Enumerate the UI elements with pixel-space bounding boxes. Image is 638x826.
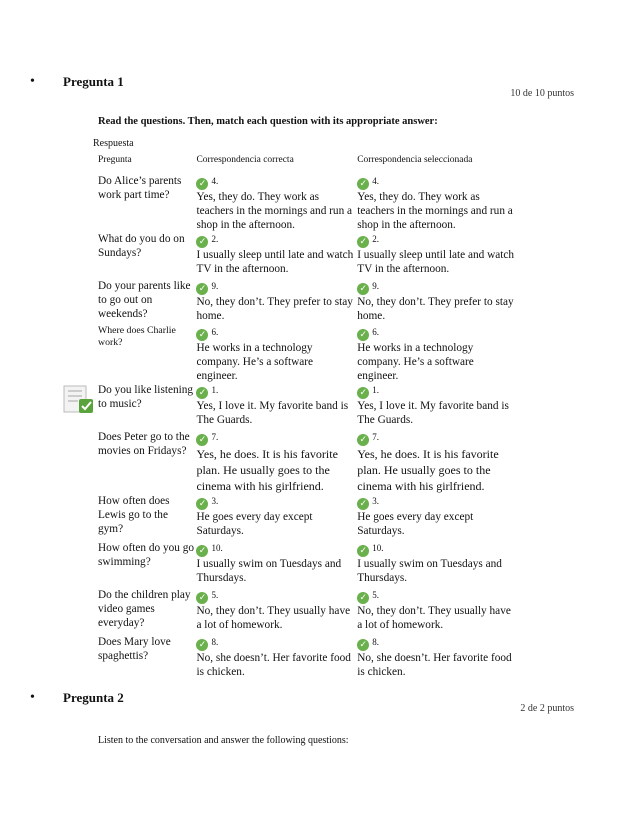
answer-text: No, they don’t. They usually have a lot of homework. bbox=[196, 605, 351, 631]
answer-text: Yes, he does. It is his favorite plan. He usually goes to the cinema with his girlfriend. bbox=[196, 447, 338, 493]
question-text: Do the children play video games everyday? bbox=[98, 589, 191, 629]
check-icon: ✓ bbox=[357, 283, 369, 295]
correct-answer-cell bbox=[194, 232, 355, 279]
question-2-instructions: Listen to the conversation and answer the following questions: bbox=[98, 735, 349, 746]
table-row bbox=[96, 541, 516, 588]
check-icon: ✓ bbox=[196, 178, 208, 190]
check-icon: ✓ bbox=[196, 236, 208, 248]
answer-number: 8. bbox=[211, 637, 219, 647]
answer-text: No, she doesn’t. Her favorite food is chicken. bbox=[357, 652, 512, 678]
answer-text: I usually sleep until late and watch TV in the afternoon. bbox=[357, 249, 515, 275]
answer-number: 1. bbox=[211, 385, 219, 395]
table-row bbox=[96, 588, 516, 635]
question-1-instructions: Read the questions. Then, match each question with its appropriate answer: bbox=[98, 116, 438, 127]
col-correcta: Correspondencia correcta bbox=[196, 155, 294, 165]
answer-number: 5. bbox=[211, 590, 219, 600]
correct-answer-cell bbox=[194, 494, 355, 541]
selected-answer-cell bbox=[355, 635, 516, 682]
answer-text: He works in a technology company. He’s a software engineer. bbox=[357, 342, 474, 382]
table-row bbox=[96, 174, 516, 232]
answer-text: He goes every day except Saturdays. bbox=[357, 511, 474, 537]
correct-answer-cell bbox=[194, 325, 355, 383]
answer-text: I usually sleep until late and watch TV in the afternoon. bbox=[196, 249, 354, 275]
question-1-points: 10 de 10 puntos bbox=[510, 88, 574, 99]
table-row bbox=[96, 635, 516, 682]
check-icon: ✓ bbox=[357, 236, 369, 248]
selected-answer-cell bbox=[355, 174, 516, 232]
question-text: Do your parents like to go out on weekends? bbox=[98, 280, 191, 320]
selected-answer-cell bbox=[355, 588, 516, 635]
answer-number: 7. bbox=[211, 432, 219, 442]
question-text: Do you like listening to music? bbox=[98, 384, 194, 410]
correct-answer-cell bbox=[194, 430, 355, 494]
question-2-title: Pregunta 2 bbox=[63, 690, 124, 705]
selected-answer-cell bbox=[355, 279, 516, 325]
answer-text: No, they don’t. They prefer to stay home. bbox=[196, 296, 353, 322]
correct-answer-cell bbox=[194, 174, 355, 232]
col-pregunta: Pregunta bbox=[98, 155, 132, 165]
answer-text: No, they don’t. They prefer to stay home. bbox=[357, 296, 514, 322]
answer-text: No, they don’t. They usually have a lot of homework. bbox=[357, 605, 511, 631]
correct-answer-cell bbox=[194, 541, 355, 588]
answer-number: 9. bbox=[211, 281, 219, 291]
answer-number: 10. bbox=[211, 543, 223, 553]
question-text: How often does Lewis go to the gym? bbox=[98, 495, 170, 535]
question-text: What do you do on Sundays? bbox=[98, 233, 185, 259]
answer-number: 4. bbox=[211, 176, 219, 186]
selected-answer-cell bbox=[355, 494, 516, 541]
answer-number: 2. bbox=[211, 234, 219, 244]
answer-text: Yes, they do. They work as teachers in the mornings and run a shop in the afternoon. bbox=[357, 191, 513, 231]
answer-text: He works in a technology company. He’s a software engineer. bbox=[196, 342, 314, 382]
answer-text: I usually swim on Tuesdays and Thursdays. bbox=[357, 558, 502, 584]
selected-answer-cell bbox=[355, 541, 516, 588]
correct-answer-cell bbox=[194, 383, 355, 430]
answer-number: 8. bbox=[372, 637, 379, 647]
graded-document-icon bbox=[62, 384, 98, 416]
check-icon: ✓ bbox=[196, 498, 208, 510]
answer-number: 3. bbox=[211, 496, 219, 506]
correct-answer-cell bbox=[194, 588, 355, 635]
check-icon: ✓ bbox=[357, 434, 369, 446]
check-icon: ✓ bbox=[357, 639, 369, 651]
bullet: • bbox=[30, 690, 35, 705]
check-icon: ✓ bbox=[196, 592, 208, 604]
answer-number: 4. bbox=[372, 176, 379, 186]
check-icon: ✓ bbox=[196, 387, 208, 399]
question-2-points: 2 de 2 puntos bbox=[520, 703, 574, 714]
table-row bbox=[96, 279, 516, 325]
answer-text: Yes, I love it. My favorite band is The Guards. bbox=[196, 400, 349, 426]
answer-number: 2. bbox=[372, 234, 379, 244]
check-icon: ✓ bbox=[357, 545, 369, 557]
selected-answer-cell bbox=[355, 383, 516, 430]
table-header-row bbox=[96, 152, 516, 174]
answer-text: Yes, they do. They work as teachers in the mornings and run a shop in the afternoon. bbox=[196, 191, 353, 231]
answer-number: 6. bbox=[372, 327, 379, 337]
match-table bbox=[96, 152, 516, 682]
table-row bbox=[96, 494, 516, 541]
answer-number: 3. bbox=[372, 496, 379, 506]
question-text: How often do you go swimming? bbox=[98, 542, 195, 568]
respuesta-label: Respuesta bbox=[93, 138, 134, 149]
answer-number: 6. bbox=[211, 327, 219, 337]
answer-text: I usually swim on Tuesdays and Thursdays. bbox=[196, 558, 342, 584]
check-icon: ✓ bbox=[357, 592, 369, 604]
answer-number: 1. bbox=[372, 385, 379, 395]
correct-answer-cell bbox=[194, 635, 355, 682]
check-icon: ✓ bbox=[196, 329, 208, 341]
answer-number: 9. bbox=[372, 281, 379, 291]
check-icon: ✓ bbox=[357, 387, 369, 399]
answer-text: He goes every day except Saturdays. bbox=[196, 511, 313, 537]
col-seleccionada: Correspondencia seleccionada bbox=[357, 155, 473, 165]
question-text: Where does Charlie work? bbox=[98, 325, 176, 348]
question-text: Does Mary love spaghettis? bbox=[98, 636, 171, 662]
table-row bbox=[96, 383, 516, 430]
selected-answer-cell bbox=[355, 430, 516, 494]
answer-number: 7. bbox=[372, 432, 379, 442]
check-icon: ✓ bbox=[196, 434, 208, 446]
check-icon: ✓ bbox=[196, 283, 208, 295]
check-icon: ✓ bbox=[357, 178, 369, 190]
check-icon: ✓ bbox=[196, 639, 208, 651]
question-text: Does Peter go to the movies on Fridays? bbox=[98, 431, 190, 457]
table-row bbox=[96, 430, 516, 494]
check-icon: ✓ bbox=[357, 498, 369, 510]
table-row bbox=[96, 325, 516, 383]
selected-answer-cell bbox=[355, 232, 516, 279]
check-icon: ✓ bbox=[196, 545, 208, 557]
check-icon: ✓ bbox=[357, 329, 369, 341]
answer-number: 10. bbox=[372, 543, 384, 553]
bullet: • bbox=[30, 74, 35, 89]
correct-answer-cell bbox=[194, 279, 355, 325]
question-text: Do Alice’s parents work part time? bbox=[98, 175, 182, 201]
answer-text: No, she doesn’t. Her favorite food is chicken. bbox=[196, 652, 351, 678]
selected-answer-cell bbox=[355, 325, 516, 383]
answer-text: Yes, he does. It is his favorite plan. He usually goes to the cinema with his girlfriend. bbox=[357, 447, 499, 493]
question-1-title: Pregunta 1 bbox=[63, 74, 124, 89]
answer-number: 5. bbox=[372, 590, 379, 600]
table-row bbox=[96, 232, 516, 279]
answer-text: Yes, I love it. My favorite band is The Guards. bbox=[357, 400, 509, 426]
